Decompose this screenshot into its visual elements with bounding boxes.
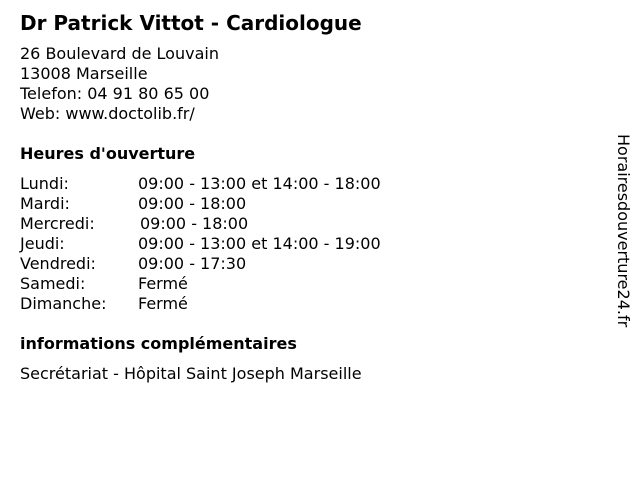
city-address: 13008 Marseille — [20, 64, 148, 83]
phone-number: Telefon: 04 91 80 65 00 — [20, 84, 210, 103]
day-label: Samedi: — [20, 274, 86, 293]
hours-value: 09:00 - 13:00 et 14:00 - 18:00 — [138, 174, 381, 193]
site-watermark: Horairesdouverture24.fr — [614, 134, 633, 328]
day-label: Mardi: — [20, 194, 70, 213]
opening-hours-heading: Heures d'ouverture — [20, 144, 196, 163]
page-title: Dr Patrick Vittot - Cardiologue — [20, 11, 362, 35]
hours-value: Fermé — [138, 274, 188, 293]
website-link[interactable]: Web: www.doctolib.fr/ — [20, 104, 195, 123]
hours-value: 09:00 - 17:30 — [138, 254, 247, 273]
day-label: Mercredi: — [20, 214, 95, 233]
day-label: Dimanche: — [20, 294, 107, 313]
hours-value: 09:00 - 13:00 et 14:00 - 19:00 — [138, 234, 381, 253]
additional-info-text: Secrétariat - Hôpital Saint Joseph Marseille — [20, 364, 362, 383]
address-block — [20, 44, 219, 124]
hours-value: 09:00 - 18:00 — [138, 194, 247, 213]
day-label: Lundi: — [20, 174, 69, 193]
hours-value: 09:00 - 18:00 — [140, 214, 249, 233]
hours-value: Fermé — [138, 294, 188, 313]
street-address: 26 Boulevard de Louvain — [20, 44, 219, 63]
additional-info-heading: informations complémentaires — [20, 334, 297, 353]
day-label: Vendredi: — [20, 254, 96, 273]
day-label: Jeudi: — [20, 234, 65, 253]
